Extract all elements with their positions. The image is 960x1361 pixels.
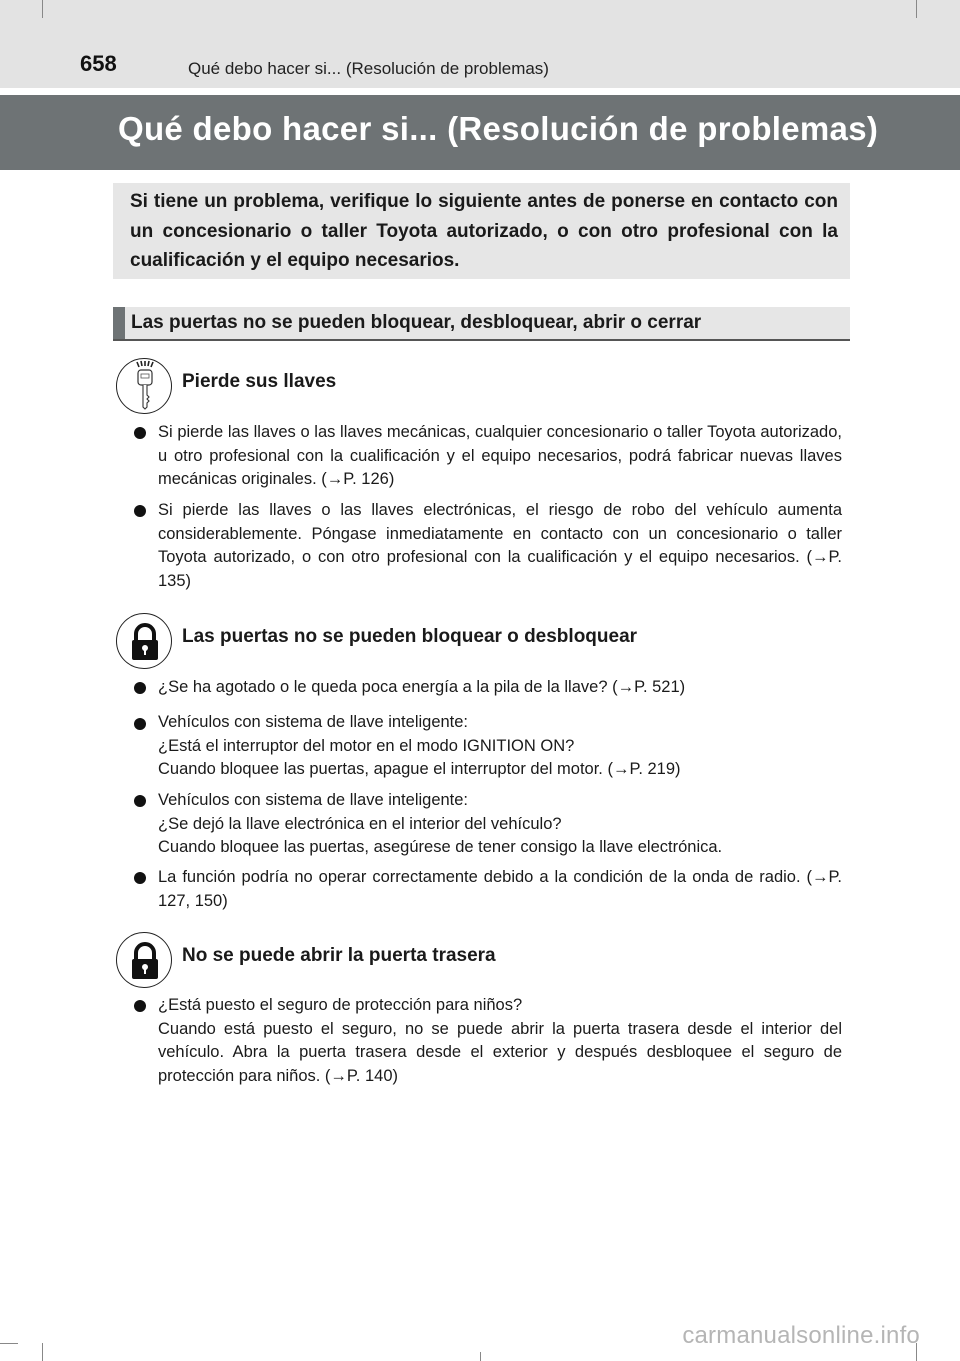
item-line: ¿Se dejó la llave electrónica en el interior del vehículo? (158, 814, 562, 833)
padlock-icon (116, 613, 172, 669)
section-accent (113, 307, 125, 339)
watermark: carmanualsonline.info (682, 1322, 920, 1349)
list-item (158, 711, 842, 782)
page-number: 658 (80, 51, 117, 76)
padlock-icon (116, 932, 172, 988)
crop-mark (916, 0, 917, 18)
list-item (158, 676, 842, 700)
bullet-icon (134, 1000, 146, 1012)
item-line: ¿Se ha agotado o le queda poca energía a la pila de la llave? (→P. 521) (158, 678, 686, 696)
bullet-icon (134, 795, 146, 807)
item-line: Cuando bloquee las puertas, apague el interruptor del motor. (→P. 219) (158, 760, 681, 778)
subsection-title: No se puede abrir la puerta trasera (182, 945, 496, 966)
crop-mark (0, 1343, 18, 1344)
intro-text: Si tiene un problema, verifique lo siguiente antes de ponerse en contacto con un concesionario o taller Toyota autorizado, o con otro profesional con la cualificación y el equipo necesarios. (130, 191, 838, 271)
crop-mark (480, 1352, 481, 1361)
item-line: Vehículos con sistema de llave inteligente: (158, 791, 469, 809)
section-title: Las puertas no se pueden bloquear, desbloquear, abrir o cerrar (131, 312, 702, 333)
list-item (158, 994, 842, 1088)
list-item: Si pierde las llaves o las llaves mecánicas, cualquier concesionario o taller Toyota autorizado, u otro profesional con la cualificación y el equipo necesarios, podrá fabricar nuevas llaves mecánicas originales. (→P. 126) (158, 423, 842, 488)
crop-mark (42, 0, 43, 18)
item-line: ¿Está el interruptor del motor en el modo IGNITION ON? (158, 736, 575, 755)
list-item: La función podría no operar correctamente debido a la condición de la onda de radio. (→P. 127, 150) (158, 868, 842, 910)
bullet-icon (134, 718, 146, 730)
bullet-icon (134, 872, 146, 884)
list-item (158, 789, 842, 860)
bullet-icon (134, 427, 146, 439)
item-text: Cuando está puesto el seguro, no se puede abrir la puerta trasera desde el interior del vehículo. Abra la puerta trasera desde el exterior y después desbloquee el seguro de protección para niños. (→P. 140) (158, 1019, 842, 1085)
key-icon (116, 358, 172, 414)
bullet-icon (134, 505, 146, 517)
running-header: Qué debo hacer si... (Resolución de problemas) (188, 59, 549, 78)
item-line: ¿Está puesto el seguro de protección para niños? (158, 996, 523, 1014)
subsection-title: Las puertas no se pueden bloquear o desbloquear (182, 626, 638, 647)
bullet-icon (134, 682, 146, 694)
list-item: Si pierde las llaves o las llaves electrónicas, el riesgo de robo del vehículo aumenta considerablemente. Póngase inmediatamente en contacto con un concesionario o taller Toyota autorizado, o con otro profesional con la cualificación y el equipo necesarios. (→P. 135) (158, 501, 842, 590)
item-line: Cuando bloquee las puertas, asegúrese de tener consigo la llave electrónica. (158, 838, 723, 856)
subsection-title: Pierde sus llaves (182, 371, 337, 392)
item-line: Vehículos con sistema de llave inteligente: (158, 713, 469, 731)
page-title: Qué debo hacer si... (Resolución de problemas) (118, 110, 879, 147)
crop-mark (42, 1343, 43, 1361)
